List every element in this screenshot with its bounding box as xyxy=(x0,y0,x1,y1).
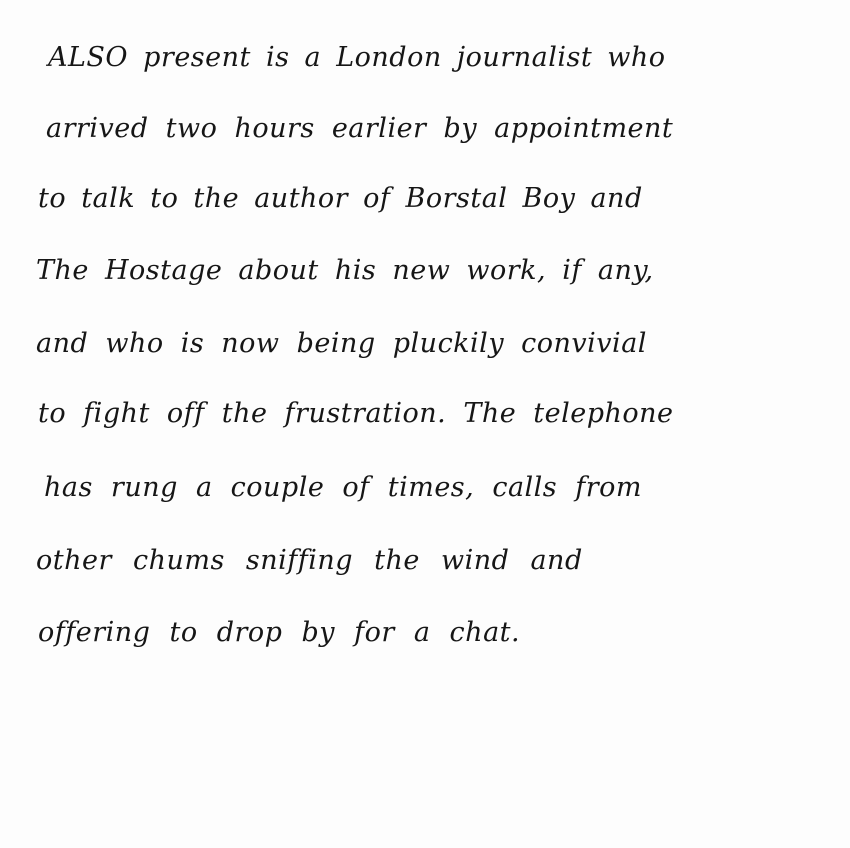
handwritten-line: arrived two hours earlier by appointment xyxy=(46,113,674,144)
handwritten-line: other chums sniffing the wind and xyxy=(36,545,583,576)
handwritten-line: to talk to the author of Borstal Boy and xyxy=(38,183,643,214)
handwritten-line: The Hostage about his new work, if any, xyxy=(36,255,654,286)
handwritten-line: and who is now being pluckily convivial xyxy=(36,328,647,359)
handwritten-line: ALSO present is a London journalist who xyxy=(48,42,666,73)
handwritten-line: has rung a couple of times, calls from xyxy=(44,472,643,503)
handwritten-line: to fight off the frustration. The telephone xyxy=(38,398,674,429)
handwritten-line: offering to drop by for a chat. xyxy=(38,617,521,648)
